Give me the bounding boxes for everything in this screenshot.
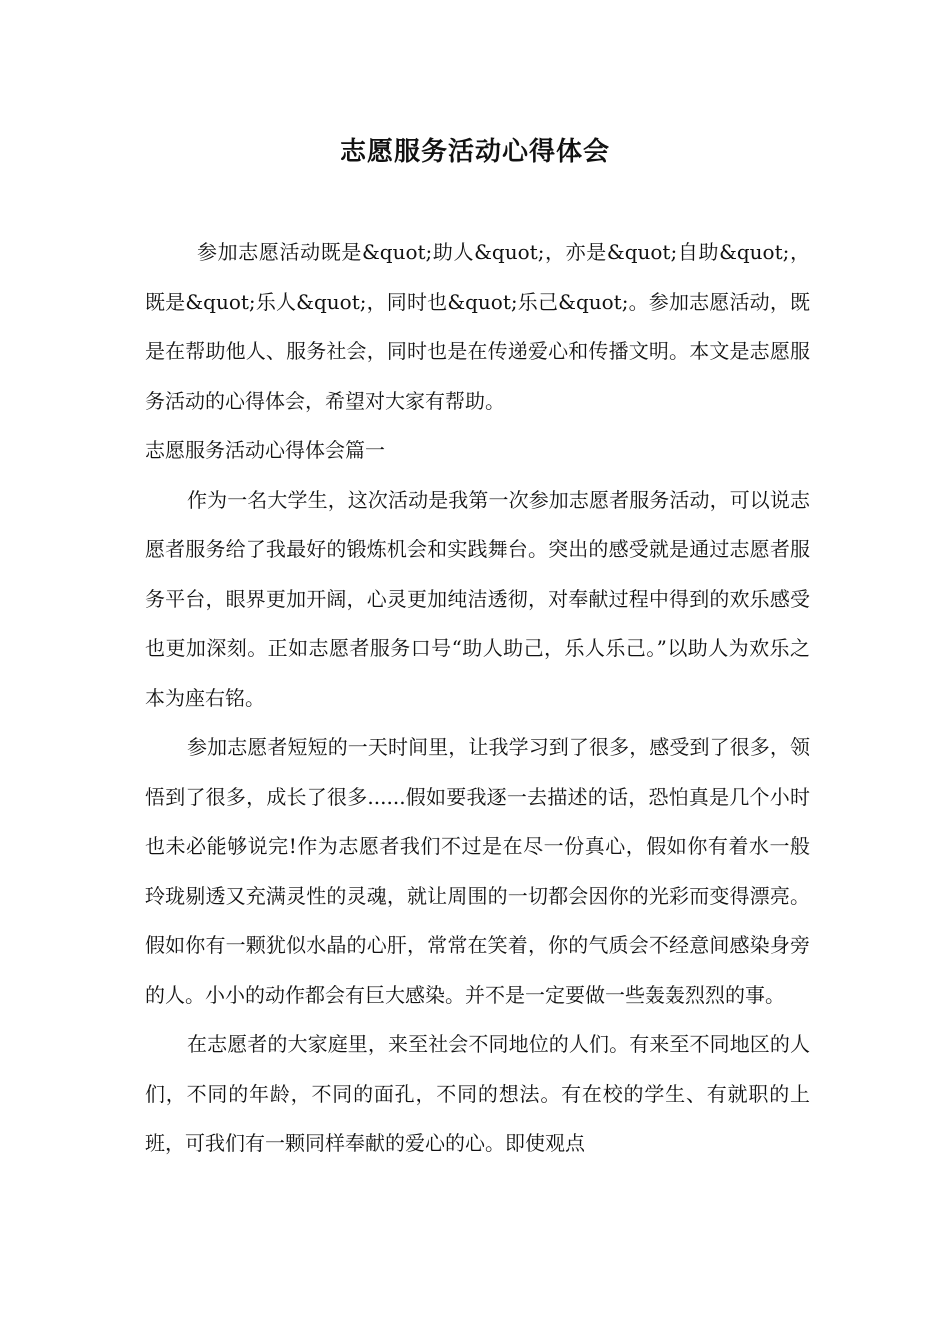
section-heading: 志愿服务活动心得体会篇一 [145,438,385,462]
body-paragraph-2: 参加志愿者短短的一天时间里，让我学习到了很多，感受到了很多，领悟到了很多，成长了很多......假如要我逐一去描述的话，恐怕真是几个小时也未必能够说完!作为志愿者我们不过是在尽一份真心，假如你有着水一般玲珑剔透又充满灵性的灵魂，就让周围的一切都会因你的光彩而变得漂亮。假如你有一颗犹似水晶的心肝，常常在笑着，你的气质会不经意间感染身旁的人。小小的动作都会有巨大感染。并不是一定要做一些轰轰烈烈的事。 [145,735,810,1007]
intro-paragraph: 参加志愿活动既是&quot;助人&quot;，亦是&quot;自助&quot;，既是&quot;乐人&quot;，同时也&quot;乐己&quot;。参加志愿活动，既是在帮助他人、服务社会，同时也是在传递爱心和传播文明。本文是志愿服务活动的心得体会，希望对大家有帮助。 [145,240,810,413]
body-paragraph-3: 在志愿者的大家庭里，来至社会不同地位的人们。有来至不同地区的人们，不同的年龄，不同的面孔，不同的想法。有在校的学生、有就职的上班，可我们有一颗同样奉献的爱心的心。即使观点 [145,1032,810,1155]
body-paragraph-1: 作为一名大学生，这次活动是我第一次参加志愿者服务活动，可以说志愿者服务给了我最好的锻炼机会和实践舞台。突出的感受就是通过志愿者服务平台，眼界更加开阔，心灵更加纯洁透彻，对奉献过程中得到的欢乐感受也更加深刻。正如志愿者服务口号“助人助己，乐人乐己。”以助人为欢乐之本为座右铭。 [145,487,810,710]
document-body [145,228,810,1169]
document-title: 志愿服务活动心得体会 [339,137,610,167]
